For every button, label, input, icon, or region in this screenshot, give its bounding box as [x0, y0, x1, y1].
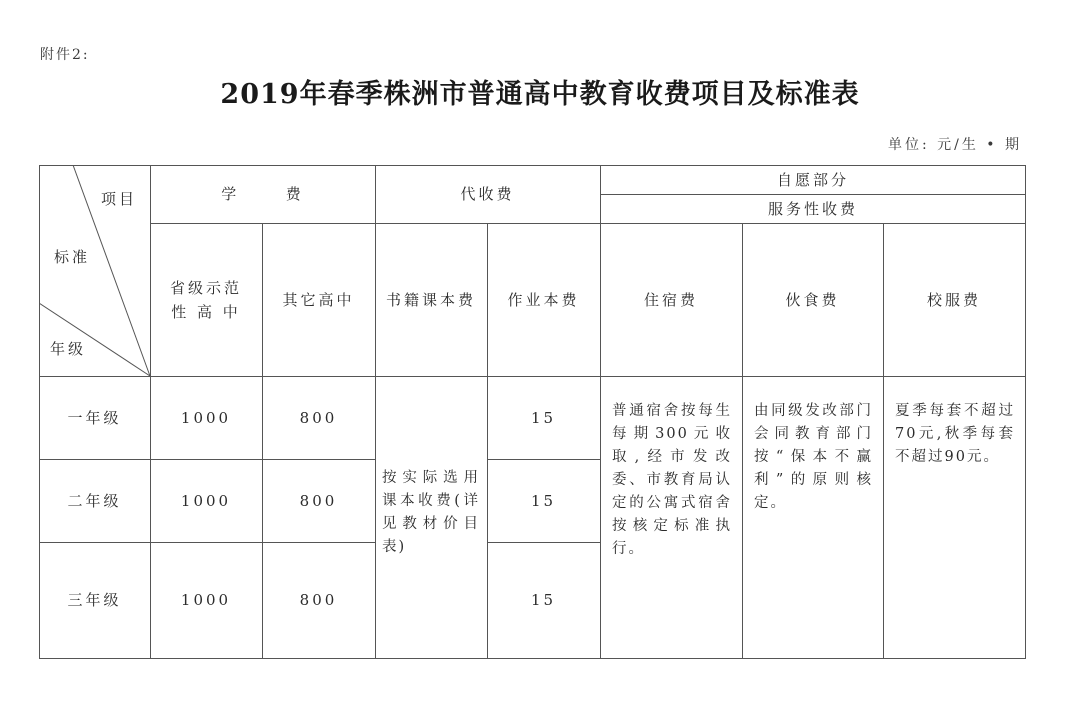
books-fee-note-text: 按实际选用课本收费(详见教材价目表) [382, 470, 480, 555]
header-uniform-fee: 校服费 [926, 290, 981, 309]
unit-label: 单位: 元/生 • 期 [887, 137, 1022, 153]
header-meals-fee: 伙食费 [785, 290, 840, 309]
uniform-fee-note-text: 夏季每套不超过70元,秋季每套不超过90元。 [895, 403, 1015, 465]
row-grade-2: 二年级 [67, 491, 122, 510]
dorm-fee-note-text: 普通宿舍按每生每期300元收取,经市发改委、市教育局认定的公寓式宿舍按核定标准执行。 [612, 403, 732, 557]
row-grade-3: 三年级 [67, 591, 122, 609]
attachment-label: 附件2: [40, 47, 90, 63]
header-voluntary: 自愿部分 [776, 170, 849, 189]
row3-other-value: 800 [299, 591, 338, 609]
corner-item-label: 项目 [100, 190, 137, 208]
corner-standard-label: 标准 [53, 248, 90, 266]
fee-table [39, 165, 1026, 659]
header-service: 服务性收费 [767, 199, 858, 218]
row1-other-value: 800 [299, 408, 338, 427]
header-homework-fee: 作业本费 [507, 290, 580, 309]
row2-homework-value: 15 [530, 491, 557, 510]
header-provincial-line1: 省级示范 [169, 278, 242, 297]
header-provincial-school [150, 223, 262, 376]
dorm-fee-note [600, 376, 742, 658]
table-border-bottom [39, 658, 1026, 659]
header-collection: 代收费 [460, 185, 515, 203]
meals-fee-note-text: 由同级发改部门会同教育部门按“保本不赢利”的原则核定。 [754, 403, 873, 511]
document-title: 2019年春季株洲市普通高中教育收费项目及标准表 [220, 79, 860, 110]
header-provincial-line2: 性 高 中 [171, 302, 241, 321]
header-tuition: 学 费 [221, 185, 304, 203]
row3-provincial-value: 1000 [180, 591, 232, 609]
row1-provincial-value: 1000 [180, 408, 232, 427]
row2-other-value: 800 [299, 491, 338, 510]
row1-homework-value: 15 [530, 408, 557, 427]
uniform-fee-note [883, 376, 1025, 658]
header-books-fee: 书籍课本费 [385, 290, 476, 309]
row3-homework-value: 15 [530, 591, 557, 609]
header-other-school: 其它高中 [282, 290, 355, 309]
header-dorm-fee: 住宿费 [643, 290, 698, 309]
row-grade-1: 一年级 [67, 408, 122, 427]
corner-grade-label: 年级 [49, 340, 86, 358]
meals-fee-note [742, 376, 883, 658]
row2-provincial-value: 1000 [180, 491, 232, 510]
books-fee-note [375, 376, 487, 658]
table-border-right [1025, 165, 1026, 659]
